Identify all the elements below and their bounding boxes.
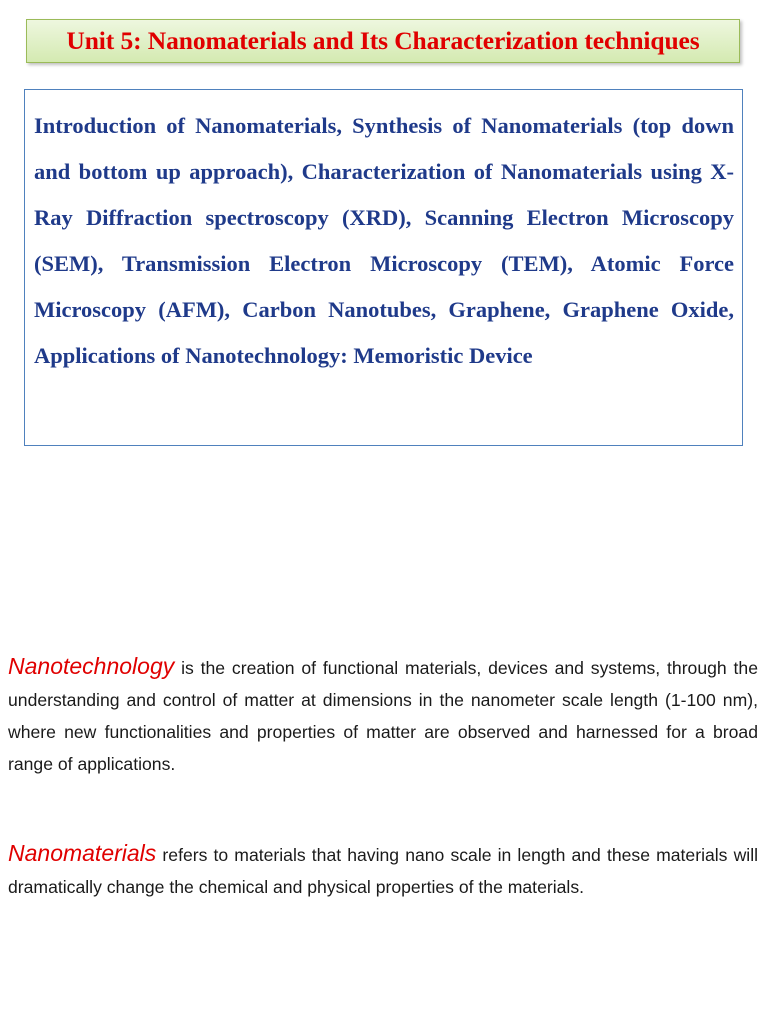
nanotechnology-definition-text: is the creation of functional materials, devices and systems, through the understanding and control of matter at dimensions in the nanometer scale length (1-100 nm), where new functionalities and properties of matter are observed and harnessed for a broad range of applications. — [8, 658, 758, 774]
nanomaterials-term: Nanomaterials — [8, 840, 157, 866]
nanotechnology-definition — [8, 650, 758, 780]
unit-title-box — [26, 19, 740, 63]
syllabus-box — [24, 89, 743, 446]
nanotechnology-term: Nanotechnology — [8, 653, 175, 679]
nanomaterials-definition — [8, 837, 758, 903]
syllabus-text: Introduction of Nanomaterials, Synthesis of Nanomaterials (top down and bottom up approach), Characterization of Nanomaterials using X-Ray Diffraction spectroscopy (XRD), Scanning Electron Microscopy (SEM), Transmission Electron Microscopy (TEM), Atomic Force Microscopy (AFM), Carbon Nanotubes, Graphene, Graphene Oxide, Applications of Nanotechnology: Memoristic Device — [34, 113, 734, 368]
unit-title: Unit 5: Nanomaterials and Its Characterization techniques — [66, 26, 700, 55]
nanomaterials-definition-text: refers to materials that having nano scale in length and these materials will dramatically change the chemical and physical properties of the materials. — [8, 845, 759, 897]
